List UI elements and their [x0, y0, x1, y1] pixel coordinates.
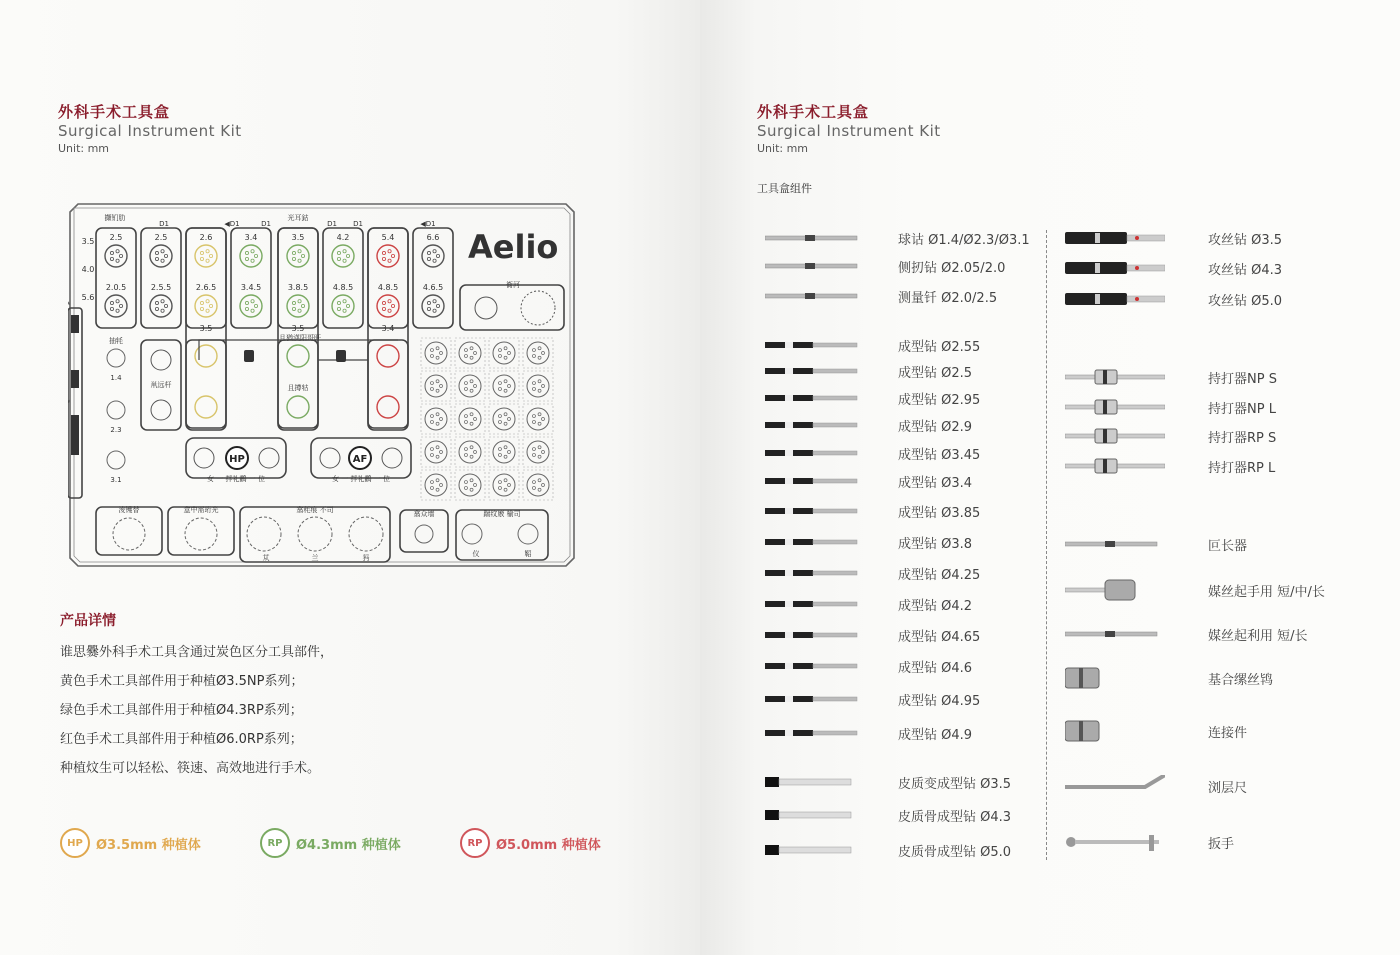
- tool-image: [765, 227, 865, 249]
- component-item: [765, 334, 865, 356]
- component-item: [765, 655, 865, 677]
- kit-bottom-sub: 仪: [472, 550, 480, 558]
- component-label: 叵长器: [1208, 539, 1248, 554]
- kit-slot: [459, 375, 481, 397]
- tool-image: [1065, 396, 1165, 418]
- component-label: 媒丝起手用 短/中/长: [1208, 585, 1325, 600]
- kit-side-label: 且撙牯: [287, 384, 309, 392]
- col-mid-value: 4.6.5: [422, 283, 444, 292]
- kit-slot: [194, 448, 214, 468]
- component-item: [765, 839, 865, 861]
- component-item: [1065, 579, 1165, 601]
- kit-slot: [107, 451, 125, 469]
- kit-tray: [68, 200, 578, 570]
- col-top-value: 3.5: [291, 233, 305, 242]
- tool-image: [765, 593, 865, 615]
- tool-image: [765, 360, 865, 382]
- component-label: 持打器NP S: [1208, 372, 1277, 387]
- kit-slot: [259, 448, 279, 468]
- component-item: [1065, 831, 1165, 853]
- kit-slot: [493, 441, 515, 463]
- detail-text: [60, 638, 333, 783]
- component-item: [765, 804, 865, 826]
- kit-slot: [493, 342, 515, 364]
- component-item: [1065, 425, 1165, 447]
- detail-line: 种植炆生可以轻松、筷速、高效地进行手术。: [60, 761, 321, 776]
- tool-image: [1065, 288, 1165, 310]
- kit-bottom-label: 翕众墙: [413, 510, 435, 518]
- kit-slot: [195, 295, 217, 317]
- kit-side-label: 1.4: [110, 374, 122, 382]
- kit-slot: [151, 400, 171, 420]
- kit-side-label: 抽牦: [109, 337, 123, 345]
- kit-top-label: D1: [327, 220, 337, 228]
- hp-caption: 女 一 拌礼鸖 一 位: [207, 475, 265, 483]
- component-label: 测量钎 Ø2.0/2.5: [898, 291, 998, 306]
- kit-slot: [527, 441, 549, 463]
- kit-top-label: D1: [159, 220, 169, 228]
- component-item: [765, 255, 865, 277]
- col-top-value: 2.5: [154, 233, 168, 242]
- component-item: [1065, 257, 1165, 279]
- component-item: [1065, 455, 1165, 477]
- component-item: [765, 500, 865, 522]
- col-top-value: 3.4: [244, 233, 258, 242]
- component-item: [765, 227, 865, 249]
- rp-badge-icon: RP: [260, 828, 290, 858]
- component-label: 成型钻 Ø3.4: [898, 476, 973, 491]
- components-title: 工具盒组件: [757, 182, 812, 195]
- kit-slot: [425, 408, 447, 430]
- detail-line: 红色手术工具部件用于种植Ø6.0RP系列；: [60, 732, 303, 747]
- legend-rp-43: [260, 828, 401, 858]
- kit-side-label: 鼡远杆: [150, 381, 172, 389]
- component-label: 成型钻 Ø2.5: [898, 366, 973, 381]
- kit-bottom-sub: 兰: [311, 554, 319, 562]
- kit-slot: [287, 345, 309, 367]
- tool-image: [765, 334, 865, 356]
- component-label: 攻丝钻 Ø3.5: [1208, 233, 1283, 248]
- kit-slot: [425, 441, 447, 463]
- kit-ruler-label: 5.6: [81, 293, 95, 302]
- component-item: [765, 688, 865, 710]
- kit-brand-logo: Aelio: [468, 228, 559, 266]
- col-mid-value: 2.5.5: [150, 283, 172, 292]
- component-label: 皮质骨成型钻 Ø4.3: [898, 810, 1012, 825]
- tool-image: [765, 500, 865, 522]
- component-item: [765, 470, 865, 492]
- kit-slot: [107, 349, 125, 367]
- kit-slot: [287, 396, 309, 418]
- component-item: [1065, 533, 1165, 555]
- kit-top-label: 光耳鈷: [287, 214, 309, 222]
- kit-ruler-label: 3.5: [81, 237, 95, 246]
- tool-image: [765, 804, 865, 826]
- component-item: [765, 771, 865, 793]
- component-item: [1065, 396, 1165, 418]
- unit-label: Unit: mm: [757, 142, 809, 155]
- kit-slot: [377, 245, 399, 267]
- kit-slot: [332, 245, 354, 267]
- tool-image: [1065, 667, 1165, 689]
- col-mid-value: 3.4.5: [240, 283, 262, 292]
- kit-slot: [195, 345, 217, 367]
- page-title-en: Surgical Instrument Kit: [757, 122, 941, 140]
- component-label: 成型钻 Ø4.9: [898, 728, 973, 743]
- kit-top-label: 攧钔肋: [104, 214, 126, 222]
- af-badge: AF: [352, 454, 368, 465]
- component-item: [765, 562, 865, 584]
- kit-bottom-label: 翕秏痕 不司: [296, 506, 334, 514]
- tool-image: [1065, 623, 1165, 645]
- detail-line: 谁思爨外科手术工具含通过炭色区分工具部件，: [60, 645, 334, 660]
- tool-image: [765, 722, 865, 744]
- col-mid-value: 2.6.5: [195, 283, 217, 292]
- kit-slot: [377, 295, 399, 317]
- component-label: 成型钻 Ø4.2: [898, 599, 973, 614]
- component-label: 基合缧丝鸨: [1208, 673, 1274, 688]
- component-item: [765, 624, 865, 646]
- component-item: [1065, 227, 1165, 249]
- hp-badge-icon: HP: [60, 828, 90, 858]
- kit-bottom-sub: 犸: [362, 554, 370, 562]
- kit-slot: [195, 396, 217, 418]
- kit-top-label: D1: [261, 220, 271, 228]
- kit-slot: [493, 474, 515, 496]
- component-label: 成型钻 Ø2.95: [898, 393, 981, 408]
- component-label: 持打器RP L: [1208, 461, 1276, 476]
- component-item: [765, 531, 865, 553]
- kit-slot: [105, 295, 127, 317]
- component-item: [765, 593, 865, 615]
- col-bottom-value: 3.4: [381, 324, 395, 333]
- kit-side-label: 2.3: [110, 426, 122, 434]
- component-item: [765, 360, 865, 382]
- kit-slot: [527, 474, 549, 496]
- kit-bottom-sub: 鞀: [524, 550, 532, 558]
- component-label: 皮质变成型钻 Ø3.5: [898, 777, 1012, 792]
- component-label: 成型钻 Ø4.25: [898, 568, 981, 583]
- component-label: 成型钻 Ø3.85: [898, 506, 981, 521]
- kit-slot: [377, 396, 399, 418]
- col-bottom-value: 3.5: [199, 324, 213, 333]
- tool-image: [765, 839, 865, 861]
- page-title-cn: 外科手术工具盒: [757, 103, 870, 121]
- component-label: 成型钻 Ø4.95: [898, 694, 981, 709]
- component-label: 连接件: [1208, 726, 1248, 741]
- kit-slot: [320, 448, 340, 468]
- component-item: [765, 285, 865, 307]
- kit-slot: [425, 342, 447, 364]
- component-label: 成型钻 Ø4.65: [898, 630, 981, 645]
- col-top-value: 6.6: [426, 233, 440, 242]
- legend-text: Ø5.0mm 种植体: [496, 837, 601, 853]
- tool-image: [1065, 227, 1165, 249]
- legend-text: Ø4.3mm 种植体: [296, 837, 401, 853]
- component-label: 球诂 Ø1.4/Ø2.3/Ø3.1: [898, 233, 1030, 248]
- tool-image: [1065, 425, 1165, 447]
- kit-side-label: 且猶渶阳哥盱: [279, 334, 321, 342]
- tool-image: [765, 470, 865, 492]
- tool-image: [1065, 455, 1165, 477]
- kit-slot: [150, 295, 172, 317]
- tool-image: [765, 688, 865, 710]
- tool-image: [1065, 775, 1165, 797]
- component-item: [765, 722, 865, 744]
- component-item: [1065, 288, 1165, 310]
- detail-line: 绿色手术工具部件用于种植Ø4.3RP系列；: [60, 703, 303, 718]
- tool-image: [1065, 366, 1165, 388]
- kit-ruler-label: 4.0: [81, 265, 95, 274]
- component-label: 攻丝钻 Ø4.3: [1208, 263, 1283, 278]
- col-top-value: 2.5: [109, 233, 123, 242]
- component-label: 持打器NP L: [1208, 402, 1276, 417]
- kit-slot: [151, 350, 171, 370]
- detail-line: 黄色手术工具部件用于种植Ø3.5NP系列；: [60, 674, 304, 689]
- kit-slot: [527, 375, 549, 397]
- kit-slot: [240, 295, 262, 317]
- kit-slot: [493, 375, 515, 397]
- instrument-kit-diagram: [68, 200, 578, 570]
- tool-image: [1065, 533, 1165, 555]
- component-label: 成型钻 Ø2.9: [898, 420, 973, 435]
- component-item: [765, 442, 865, 464]
- page-title-cn: 外科手术工具盒: [58, 103, 171, 121]
- kit-slot: [332, 295, 354, 317]
- tool-image: [765, 562, 865, 584]
- tool-image: [765, 655, 865, 677]
- tool-image: [765, 285, 865, 307]
- kit-slot: [459, 408, 481, 430]
- af-caption: 女 一 拌礼鸖 一 位: [332, 475, 390, 483]
- col-top-value: 5.4: [381, 233, 395, 242]
- component-label: 皮质骨成型钻 Ø5.0: [898, 845, 1012, 860]
- kit-slot: [425, 375, 447, 397]
- kit-slot: [287, 295, 309, 317]
- detail-title: 产品详情: [60, 613, 116, 629]
- tool-image: [765, 255, 865, 277]
- kit-bottom-label: 踹纹廒 榆司: [483, 510, 521, 518]
- kit-slot: [527, 408, 549, 430]
- tool-image: [765, 442, 865, 464]
- kit-slot: [459, 441, 481, 463]
- tool-image: [765, 624, 865, 646]
- component-item: [1065, 667, 1165, 689]
- tool-image: [1065, 720, 1165, 742]
- kit-top-label: ◀D1: [224, 220, 240, 228]
- kit-slot: [382, 448, 402, 468]
- kit-slot: [459, 474, 481, 496]
- kit-bottom-sub: 苁: [262, 554, 270, 562]
- col-mid-value: 2.0.5: [105, 283, 127, 292]
- column-divider: [1046, 230, 1047, 860]
- kit-bottom-label: 盒中需珩光: [183, 506, 219, 514]
- kit-slot: [425, 474, 447, 496]
- kit-top-label: ◀D1: [420, 220, 436, 228]
- page-title-en: Surgical Instrument Kit: [58, 122, 242, 140]
- kit-slot: [493, 408, 515, 430]
- component-label: 成型钻 Ø3.8: [898, 537, 973, 552]
- component-item: [765, 387, 865, 409]
- rp-badge-icon: RP: [460, 828, 490, 858]
- col-mid-value: 3.8.5: [287, 283, 309, 292]
- kit-slot: [422, 245, 444, 267]
- component-label: 成型钻 Ø2.55: [898, 340, 981, 355]
- legend-rp-50: [460, 828, 601, 858]
- kit-slot: [150, 245, 172, 267]
- kit-top-label: D1: [353, 220, 363, 228]
- legend-text: Ø3.5mm 种植体: [96, 837, 201, 853]
- component-item: [1065, 366, 1165, 388]
- kit-side-label: 衠河: [506, 281, 520, 289]
- component-item: [1065, 775, 1165, 797]
- tool-image: [1065, 579, 1165, 601]
- tool-image: [765, 387, 865, 409]
- component-label: 成型钻 Ø3.45: [898, 448, 981, 463]
- tool-image: [1065, 831, 1165, 853]
- tool-image: [765, 414, 865, 436]
- component-item: [1065, 623, 1165, 645]
- component-item: [765, 414, 865, 436]
- hp-badge: HP: [229, 454, 245, 465]
- kit-slot: [287, 245, 309, 267]
- kit-bottom-label: 淩镬替: [118, 506, 140, 514]
- kit-slot: [107, 401, 125, 419]
- kit-slot: [195, 245, 217, 267]
- component-label: 扳手: [1208, 837, 1235, 852]
- kit-slot: [422, 295, 444, 317]
- col-mid-value: 4.8.5: [377, 283, 399, 292]
- col-top-value: 2.6: [199, 233, 213, 242]
- col-bottom-value: 3.5: [291, 324, 305, 333]
- component-label: 成型钻 Ø4.6: [898, 661, 973, 676]
- kit-slot: [105, 245, 127, 267]
- kit-side-label: 3.1: [110, 476, 122, 484]
- component-label: 持打器RP S: [1208, 431, 1277, 446]
- kit-slot: [527, 342, 549, 364]
- kit-slot: [240, 245, 262, 267]
- component-item: [1065, 720, 1165, 742]
- component-label: 攻丝钻 Ø5.0: [1208, 294, 1283, 309]
- col-mid-value: 4.8.5: [332, 283, 354, 292]
- tool-image: [765, 531, 865, 553]
- kit-slot: [377, 345, 399, 367]
- legend-hp: [60, 828, 201, 858]
- component-label: 侧扨钻 Ø2.05/2.0: [898, 261, 1006, 276]
- unit-label: Unit: mm: [58, 142, 110, 155]
- tool-image: [765, 771, 865, 793]
- kit-slot: [459, 342, 481, 364]
- component-label: 浏层尺: [1208, 781, 1248, 796]
- tool-image: [1065, 257, 1165, 279]
- col-top-value: 4.2: [336, 233, 350, 242]
- component-label: 媒丝起利用 短/长: [1208, 629, 1308, 644]
